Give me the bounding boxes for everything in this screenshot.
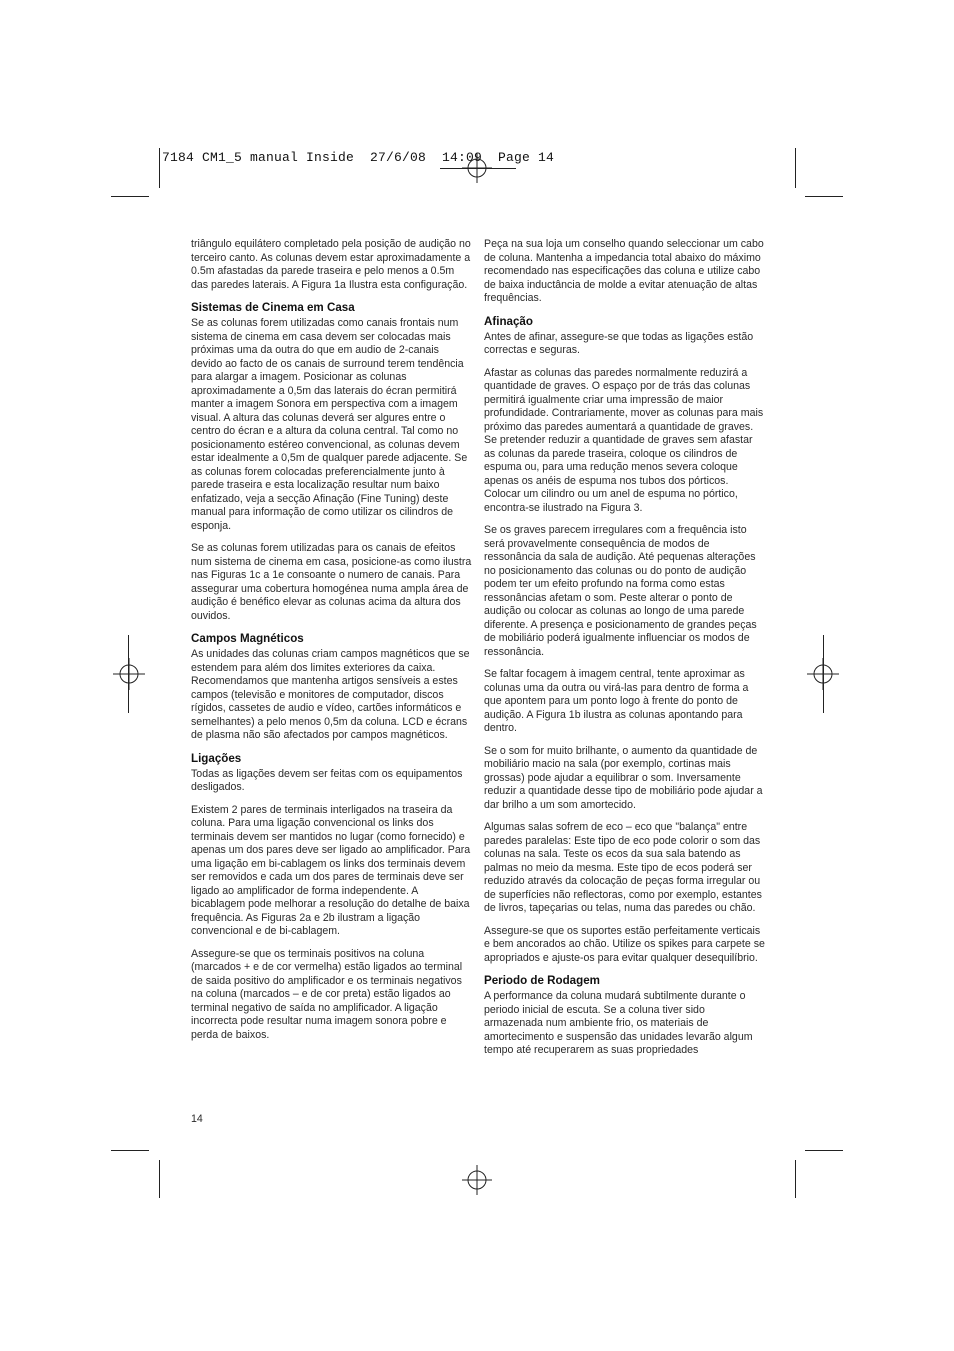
- paragraph-intro-right: Peça na sua loja um conselho quando seleccionar um cabo de coluna. Mantenha a impedancia total abaixo do máximo recomendado nas especificações das coluna e utilize cabo de baixa inductância de molde a evitar atenuação de altas frequências.: [484, 238, 764, 304]
- paragraph-ligacoes-1: Todas as ligações devem ser feitas com os equipamentos desligados.: [191, 767, 463, 793]
- right-column: [484, 238, 766, 1067]
- registration-mark-left-extension: [128, 635, 129, 713]
- left-column: [191, 238, 473, 1051]
- heading-periodo-rodagem: Periodo de Rodagem: [484, 974, 600, 987]
- paragraph-cinema-1: Se as colunas forem utilizadas como canais frontais num sistema de cinema em casa devem ser colocadas mais próximas uma da outra do que em audio de 2-canais devido ao facto de os canais de surround terem tendência para alargar a imagem. Posicionar as colunas aproximadamente a 0,5m das laterais do écran permitirá manter a imagem Sonora em perspectiva com a imagem visual. A altura das colunas deverá ser algures entre o centro do écran e a altura da coluna central. Tal como no posicionamento estéreo convencional, as colunas devem estar idealmente a 0,5m de qualquer parede adjacente. Se as colunas forem colocadas preferencialmente junto à parede traseira e esta localização resultar num baixo enfatizado, veja a secção Afinação (Fine Tuning) deste manual para informação de como utilizar os cilindros de esponja.: [191, 317, 468, 532]
- paragraph-afinacao-1: Antes de afinar, assegure-se que todas as ligações estão correctas e seguras.: [484, 330, 754, 356]
- paragraph-afinacao-3: Se os graves parecem irregulares com a frequência isto será provavelmente consequência de modos de ressonância da sala de audição. Até pequenas alterações no posicionamento das colunas ou do ponto de audição podem ter um efeito profundo na forma como estas ressonâncias afetam o som. Peste alterar o ponto de audição ou colocar as colunas ao longo de uma parede diferente. A presença e posicionamento de grandes peças de mobiliário poderá igualmente influenciar os modos de ressonância.: [484, 524, 757, 658]
- crop-mark-bottom-right-horizontal: [805, 1150, 843, 1151]
- registration-mark-left-icon: [113, 658, 145, 690]
- paragraph-ligacoes-2: Existem 2 pares de terminais interligados na traseira da coluna. Para uma ligação convencional os links dos terminais devem ser mantidos no lugar (como fornecido) e apenas um dos pares deve ser ligado ao amplificador. Para uma ligação em bi-cablagem os links dos terminais devem ser removidos e cada um dos pares de terminais deve ser ligado ao amplificador de forma independente. A bicablagem pode melhorar a resolução do detalhe de baixa frequência. As Figuras 2a e 2b ilustram a ligação convencional e de bi-cablagem.: [191, 803, 471, 937]
- paragraph-afinacao-7: Assegure-se que os suportes estão perfeitamente verticais e bem ancorados ao chão. Utilize os spikes para carpete se apropriados e ajuste-os para evitar qualquer desequilíbrio.: [484, 924, 765, 964]
- crop-mark-bottom-left-horizontal: [111, 1150, 149, 1151]
- heading-afinacao: Afinação: [484, 314, 533, 328]
- registration-mark-top-icon: [462, 153, 492, 183]
- paragraph-cinema-2: Se as colunas forem utilizadas para os canais de efeitos num sistema de cinema em casa, posicione-as como ilustra nas Figuras 1c a 1e consoante o numero de canais. Para assegurar uma cobertura homogénea numa ampla área de audição é benéfico elevar as colunas acima da altura dos ouvidos.: [191, 542, 472, 622]
- page-number: 14: [191, 1113, 203, 1125]
- registration-mark-bottom-icon: [462, 1165, 492, 1195]
- paragraph-afinacao-6: Algumas salas sofrem de eco – eco que "balança" entre paredes paralelas: Este tipo de eco pode colorir o som das colunas na sala. Teste os ecos da sua sala batendo as palmas no meio da mesma. Este tipo de ecos poderá ser reduzido através da colocação de peças forma irregular ou de superfícies não reflectoras, como por exemplo, estantes de livros, tapeçarias ou telas, numa das paredes ou chão.: [484, 821, 762, 914]
- crop-mark-top-right-vertical: [795, 148, 796, 188]
- heading-ligacoes: Ligações: [191, 751, 242, 765]
- crop-mark-top-left-horizontal: [111, 196, 149, 197]
- heading-sistemas-cinema: Sistemas de Cinema em Casa: [191, 301, 355, 314]
- crop-mark-top-left-vertical: [159, 148, 160, 188]
- crop-mark-bottom-left-vertical: [159, 1160, 160, 1198]
- paragraph-rodagem: A performance da coluna mudará subtilmente durante o periodo inicial de escuta. Se a coluna tiver sido armazenada num ambiente frio, os materiais de amortecimento e suspensão das unidades levarão algum tempo até recuperarem as suas propriedades: [484, 990, 753, 1056]
- crop-mark-top-right-horizontal: [805, 196, 843, 197]
- crop-mark-bottom-right-vertical: [795, 1160, 796, 1198]
- heading-campos-magneticos: Campos Magnéticos: [191, 632, 304, 645]
- paragraph-ligacoes-3: Assegure-se que os terminais positivos na coluna (marcados + e de cor vermelha) estão ligados ao terminal de saida positivo do amplificador e os terminais negativos na coluna (marcados – e de cor preta) estão ligados ao terminal negativo de saída no amplificador. A ligação incorrecta pode resultar numa imagem sonora pobre e perda de baixos.: [191, 947, 463, 1041]
- paragraph-afinacao-2: Afastar as colunas das paredes normalmente reduzirá a quantidade de graves. O espaço por de trás das colunas permitirá igualmente criar uma impressão de maior profundidade. Contrariamente, mover as colunas para mais próximo das paredes aumentará a quantidade de graves. Se pretender reduzir a quantidade de graves sem afastar as colunas da parede traseira, coloque os cilindros de espuma ou, para uma redução menos severa coloque apenas os anéis de espuma nos tubos dos pórticos. Colocar um cilindro ou um anel de espuma no pórtico, encontra-se ilustrado na Figura 3.: [484, 366, 764, 514]
- paragraph-afinacao-4: Se faltar focagem à imagem central, tente aproximar as colunas uma da outra ou virá-las para dentro de forma a que apontem para um ponto logo à frente do ponto de audição. A Figura 1b ilustra as colunas apontando para dentro.: [484, 668, 749, 734]
- paragraph-campos: As unidades das colunas criam campos magnéticos que se estendem para além dos limites exteriores da caixa. Recomendamos que mantenha artigos sensíveis a estes campos (televisão e monitores de computador, discos rígidos, cassetes de audio e vídeo, cartões informáticos e semelhantes) a pelo menos 0,5m da coluna. LCD e écrans de plasma não são afectados por campos magnéticos.: [191, 648, 470, 741]
- paragraph-intro-left: triângulo equilátero completado pela posição de audição no terceiro canto. As colunas devem estar aproximadamente a 0.5m afastadas da parede traseira e pelo menos a 0.5m das paredes laterais. A Figura 1a Ilustra esta configuração.: [191, 238, 471, 291]
- printer-slug: 7184 CM1_5 manual Inside 27/6/08 14:09 Page 14: [162, 150, 555, 165]
- registration-mark-right-extension: [823, 635, 824, 713]
- paragraph-afinacao-5: Se o som for muito brilhante, o aumento da quantidade de mobiliário macio na sala (por exemplo, cortinas mais grossas) pode ajudar a equilibrar o som. Inversamente reduzir a quantidade desse tipo de mobiliário pode ajudar a dar brilho a um som amortecido.: [484, 744, 763, 811]
